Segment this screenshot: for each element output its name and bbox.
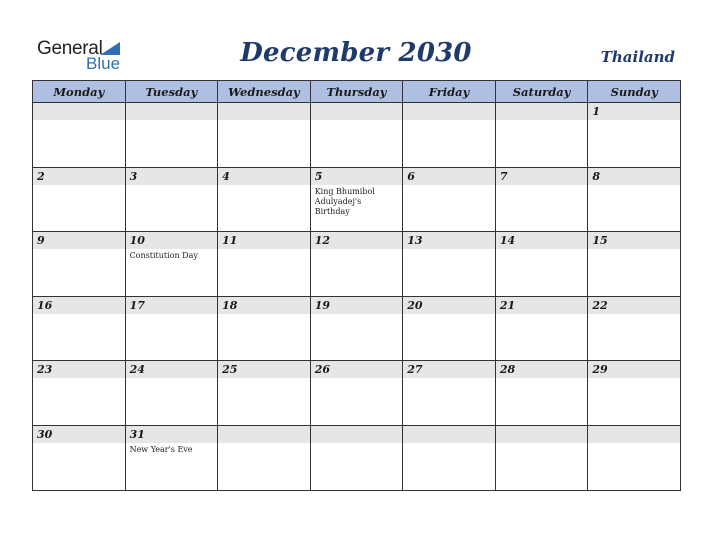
day-number-bar (33, 426, 125, 443)
weekday-header-row (33, 81, 681, 103)
day-number: 30 (37, 427, 53, 441)
calendar-title: December 2030 (240, 38, 472, 68)
holiday-label: New Year's Eve (129, 444, 193, 454)
day-number: 12 (314, 234, 330, 248)
weekday-header: Tuesday (125, 81, 218, 103)
day-number: 26 (314, 363, 330, 377)
day-number-bar (311, 426, 403, 443)
weekday-header: Sunday (588, 81, 681, 103)
day-number: 7 (499, 169, 508, 183)
day-number: 15 (592, 234, 608, 248)
day-cell (495, 103, 588, 168)
day-number-bar (218, 232, 310, 249)
day-cell (310, 361, 403, 426)
day-cell (125, 167, 218, 232)
day-number: 28 (499, 363, 516, 377)
day-cell (310, 167, 403, 232)
calendar-grid (32, 80, 681, 491)
week-row (33, 361, 681, 426)
day-number-bar (496, 297, 588, 314)
day-number: 1 (592, 105, 601, 118)
week-row (33, 232, 681, 297)
day-number-bar (403, 426, 495, 443)
day-cell (403, 167, 496, 232)
day-number-bar (588, 103, 680, 120)
day-number-bar (33, 232, 125, 249)
country-label: Thailand (600, 48, 675, 66)
day-cell (33, 232, 126, 297)
day-number: 8 (592, 169, 601, 183)
day-cell (588, 167, 681, 232)
day-number-bar (496, 103, 588, 120)
day-number: 4 (222, 169, 230, 183)
day-number: 5 (314, 169, 323, 183)
day-cell (310, 425, 403, 490)
day-cell (495, 167, 588, 232)
day-number-bar (218, 361, 310, 378)
day-number-bar (33, 297, 125, 314)
day-number-bar (126, 168, 218, 185)
day-number-bar (496, 426, 588, 443)
day-cell (33, 167, 126, 232)
day-number: 17 (129, 298, 145, 312)
day-cell (495, 361, 588, 426)
brand-name-blue: Blue (86, 54, 121, 73)
day-number-bar (496, 232, 588, 249)
day-number: 9 (37, 234, 45, 248)
day-number-bar (126, 361, 218, 378)
day-number-bar (403, 168, 495, 185)
day-cell (218, 361, 311, 426)
day-number: 31 (129, 427, 145, 441)
day-cell (310, 232, 403, 297)
day-number: 21 (499, 298, 516, 312)
day-cell (588, 296, 681, 361)
day-number: 10 (129, 234, 145, 248)
day-cell (125, 232, 218, 297)
day-cell (588, 103, 681, 168)
day-cell (218, 167, 311, 232)
week-row (33, 296, 681, 361)
day-cell (588, 361, 681, 426)
day-cell (588, 425, 681, 490)
day-number-bar (218, 168, 310, 185)
day-number-bar (218, 297, 310, 314)
brand-name-general: General (37, 38, 103, 59)
day-cell (33, 296, 126, 361)
day-cell (218, 296, 311, 361)
day-number: 19 (314, 298, 330, 312)
day-number-bar (33, 168, 125, 185)
day-number-bar (588, 297, 680, 314)
day-number-bar (403, 297, 495, 314)
day-number: 14 (499, 234, 516, 248)
day-cell (403, 103, 496, 168)
day-number: 24 (129, 363, 145, 377)
day-number: 18 (222, 298, 238, 312)
day-cell (403, 296, 496, 361)
day-cell (495, 296, 588, 361)
day-cell (218, 425, 311, 490)
day-number-bar (218, 426, 310, 443)
day-number: 23 (37, 363, 53, 377)
day-number: 16 (37, 298, 53, 312)
day-number: 13 (407, 234, 423, 248)
day-number-bar (403, 103, 495, 120)
day-number-bar (126, 426, 218, 443)
day-cell (33, 103, 126, 168)
day-number-bar (311, 103, 403, 120)
week-row (33, 103, 681, 168)
day-cell (403, 425, 496, 490)
day-number-bar (588, 426, 680, 443)
day-number: 29 (592, 363, 608, 377)
day-cell (403, 361, 496, 426)
day-number-bar (588, 168, 680, 185)
day-cell (588, 232, 681, 297)
week-row (33, 425, 681, 490)
day-number-bar (311, 168, 403, 185)
day-number-bar (403, 361, 495, 378)
day-number-bar (218, 103, 310, 120)
day-number-bar (126, 232, 218, 249)
day-number-bar (126, 103, 218, 120)
day-number-bar (496, 361, 588, 378)
day-number: 3 (129, 169, 138, 183)
day-number-bar (33, 361, 125, 378)
day-cell (125, 361, 218, 426)
day-number-bar (588, 232, 680, 249)
day-cell (310, 296, 403, 361)
day-number: 11 (222, 234, 238, 248)
day-number-bar (311, 297, 403, 314)
weekday-header: Thursday (310, 81, 403, 103)
weekday-header: Monday (33, 81, 126, 103)
day-cell (403, 232, 496, 297)
day-number-bar (33, 103, 125, 120)
day-number: 27 (407, 363, 423, 377)
holiday-label: Constitution Day (129, 251, 198, 261)
day-cell (218, 103, 311, 168)
day-number-bar (588, 361, 680, 378)
day-number: 25 (222, 363, 238, 377)
day-cell (218, 232, 311, 297)
day-cell (33, 361, 126, 426)
day-cell (33, 425, 126, 490)
day-cell (125, 425, 218, 490)
day-number: 22 (592, 298, 608, 312)
weekday-header: Friday (403, 81, 496, 103)
day-number-bar (496, 168, 588, 185)
day-number: 2 (37, 169, 45, 183)
day-cell (495, 232, 588, 297)
week-row (33, 167, 681, 232)
day-cell (310, 103, 403, 168)
day-number-bar (311, 232, 403, 249)
day-number-bar (126, 297, 218, 314)
day-cell (125, 296, 218, 361)
day-cell (125, 103, 218, 168)
day-number-bar (403, 232, 495, 249)
weekday-header: Wednesday (218, 81, 311, 103)
day-number: 20 (407, 298, 423, 312)
day-number: 6 (407, 169, 415, 183)
weekday-header: Saturday (495, 81, 588, 103)
holiday-label: King Bhumibol Adulyadej's Birthday (314, 186, 375, 216)
day-number-bar (311, 361, 403, 378)
day-cell (495, 425, 588, 490)
